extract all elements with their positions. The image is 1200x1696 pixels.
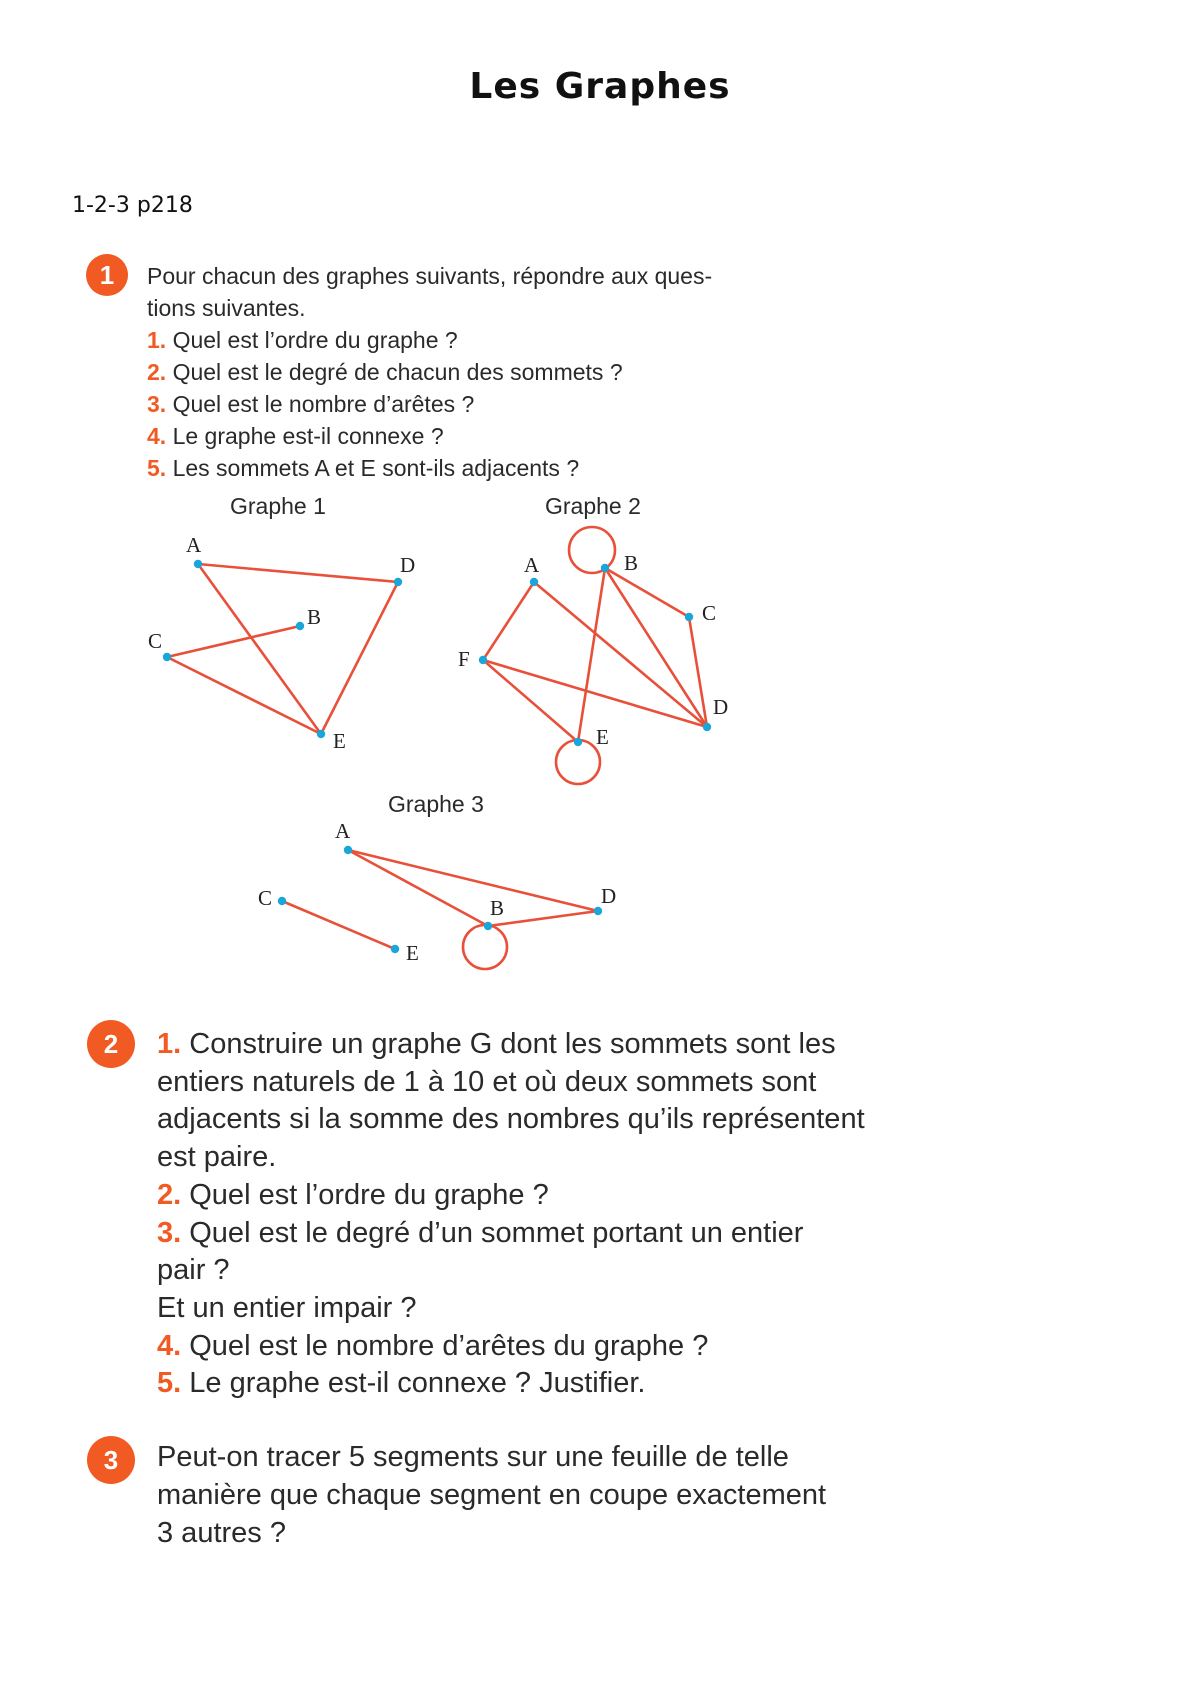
exercise-2-text: [157, 1026, 877, 1403]
graph-1: [148, 533, 415, 753]
vertex-C: [163, 653, 171, 661]
line-text: est paire.: [157, 1141, 277, 1174]
vertex-label-B: B: [490, 896, 505, 920]
question-number: 3.: [147, 391, 167, 417]
vertex-E: [574, 738, 582, 746]
graphs-layer: [148, 527, 728, 969]
exercise-1-intro-line: Pour chacun des graphes suivants, répondre aux ques-: [147, 263, 713, 289]
exercise-3-line: 3 autres ?: [157, 1517, 286, 1549]
line-text: entiers naturels de 1 à 10 et où deux sommets sont: [157, 1065, 817, 1098]
line-text: Construire un graphe G dont les sommets sont les: [189, 1028, 836, 1060]
exercise-3-badge: 3: [87, 1436, 135, 1484]
exercise-2-line: [157, 1026, 877, 1064]
exercise-3-text: [157, 1438, 877, 1552]
exercise-2-line: [157, 1215, 877, 1253]
question-number: 1.: [147, 327, 167, 353]
vertex-label-B: B: [307, 605, 322, 629]
line-text: pair ?: [157, 1254, 230, 1287]
exercise-2-line: [157, 1290, 877, 1328]
vertex-label-D: D: [713, 695, 729, 719]
edge-C-D: [689, 617, 707, 727]
vertex-label-D: D: [601, 884, 617, 908]
vertex-label-E: E: [406, 941, 419, 965]
edge-C-B: [167, 626, 300, 657]
exercise-2-line: [157, 1139, 877, 1177]
exercise-3-line: manière que chaque segment en coupe exactement: [157, 1479, 827, 1511]
vertex-E: [317, 730, 325, 738]
edge-E-B: [578, 568, 605, 742]
exercise-1-intro-line: tions suivantes.: [147, 295, 306, 321]
vertex-B: [601, 564, 609, 572]
vertex-label-F: F: [458, 647, 470, 671]
line-text: Quel est l’ordre du graphe ?: [189, 1178, 549, 1211]
edge-F-E: [483, 660, 578, 742]
vertex-D: [594, 907, 602, 915]
edge-A-D: [534, 582, 707, 727]
vertex-D: [394, 578, 402, 586]
edge-F-D: [483, 660, 707, 727]
vertex-label-E: E: [596, 725, 609, 749]
line-text: adjacents si la somme des nombres qu’ils représentent: [157, 1103, 865, 1136]
vertex-label-E: E: [333, 729, 346, 753]
graph-1-title: Graphe 1: [230, 493, 326, 519]
line-text: Le graphe est-il connexe ? Justifier.: [189, 1367, 646, 1400]
exercise-2-line: [157, 1064, 877, 1102]
edge-C-E: [167, 657, 321, 734]
vertex-A: [530, 578, 538, 586]
edge-A-F: [483, 582, 534, 660]
vertex-E: [391, 945, 399, 953]
edge-A-D: [198, 564, 398, 582]
vertex-label-B: B: [624, 551, 639, 575]
question-number: 5.: [157, 1367, 182, 1400]
vertex-label-D: D: [400, 553, 416, 577]
question-number: 5.: [147, 455, 167, 481]
exercise-2-line: [157, 1101, 877, 1139]
graph-2: [458, 527, 728, 784]
graph-3-title: Graphe 3: [388, 791, 484, 817]
question-number: 4.: [147, 423, 167, 449]
question-number: 4.: [157, 1329, 182, 1362]
exercise-1-badge: 1: [86, 254, 128, 296]
question-text: Quel est l’ordre du graphe ?: [172, 327, 458, 353]
line-text: Et un entier impair ?: [157, 1291, 417, 1324]
vertex-A: [194, 560, 202, 568]
vertex-D: [703, 723, 711, 731]
page-reference: 1-2-3 p218: [72, 193, 193, 218]
graph-2-title: Graphe 2: [545, 493, 641, 519]
exercise-2-line: [157, 1177, 877, 1215]
line-text: Quel est le nombre d’arêtes du graphe ?: [189, 1329, 709, 1362]
edge-A-D: [348, 850, 598, 911]
vertex-F: [479, 656, 487, 664]
question-text: Quel est le nombre d’arêtes ?: [172, 391, 475, 417]
vertex-A: [344, 846, 352, 854]
question-text: Quel est le degré de chacun des sommets ?: [172, 359, 623, 385]
question-number: 2.: [157, 1178, 182, 1211]
page-title: Les Graphes: [469, 66, 731, 107]
vertex-C: [278, 897, 286, 905]
line-text: Quel est le degré d’un sommet portant un entier: [189, 1216, 804, 1249]
exercise-2-line: [157, 1365, 877, 1403]
edge-C-E: [282, 901, 395, 949]
vertex-label-A: A: [186, 533, 202, 557]
edge-A-B: [348, 850, 488, 926]
vertex-label-A: A: [335, 819, 351, 843]
question-text: Les sommets A et E sont-ils adjacents ?: [172, 455, 580, 481]
question-text: Le graphe est-il connexe ?: [172, 423, 444, 449]
loop-edge-E: [556, 740, 600, 784]
graph-3: [258, 819, 616, 969]
vertex-label-C: C: [258, 886, 273, 910]
vertex-B: [484, 922, 492, 930]
edge-B-D: [488, 911, 598, 926]
exercise-2-line: [157, 1328, 877, 1366]
vertex-C: [685, 613, 693, 621]
exercise-2-badge: 2: [87, 1020, 135, 1068]
question-number: 2.: [147, 359, 167, 385]
vertex-label-C: C: [148, 629, 163, 653]
edge-A-E: [198, 564, 321, 734]
edge-B-C: [605, 568, 689, 617]
vertex-label-A: A: [524, 553, 540, 577]
exercise-2-line: [157, 1252, 877, 1290]
edge-D-E: [321, 582, 398, 734]
loop-edge-B: [463, 925, 507, 969]
question-number: 1.: [157, 1028, 182, 1060]
question-number: 3.: [157, 1216, 182, 1249]
edge-B-D: [605, 568, 707, 727]
vertex-label-C: C: [702, 601, 717, 625]
vertex-B: [296, 622, 304, 630]
exercise-3-line: Peut-on tracer 5 segments sur une feuille de telle: [157, 1441, 789, 1473]
